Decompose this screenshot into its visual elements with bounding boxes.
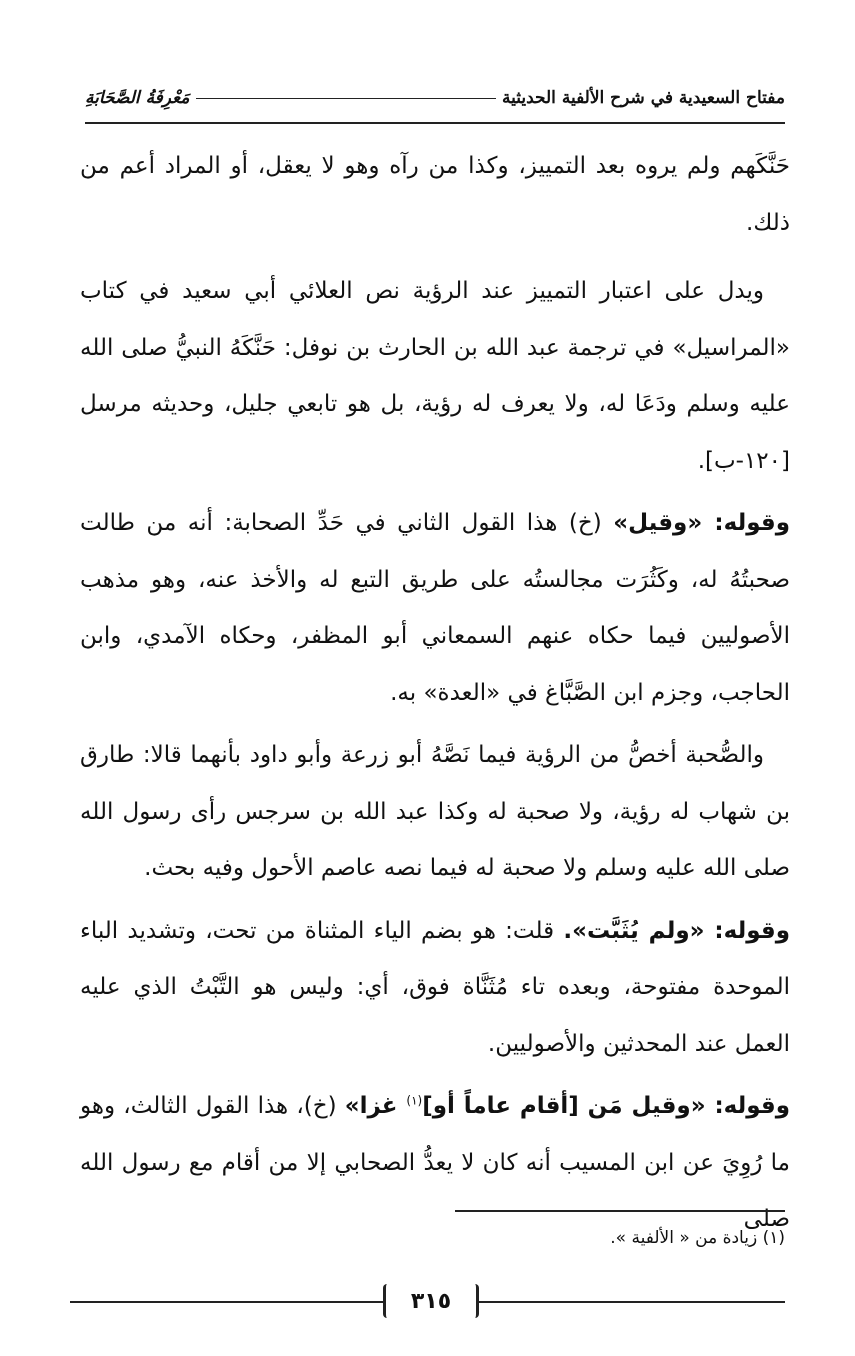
header-rule (196, 98, 497, 99)
paragraph-3-lead: وقوله: «وقيل» (613, 510, 790, 536)
header-divider (85, 122, 785, 124)
paragraph-6-text: (خ)، هذا القول الثالث، وهو ما رُوِيَ عن ابن المسيب أنه كان لا يعدُّ الصحابي إلا من أقام مع رسول الله صلى (80, 1093, 790, 1232)
footnote-divider (455, 1210, 785, 1212)
paragraph-1: حَنَّكَهم ولم يروه بعد التمييز، وكذا من رآه وهو لا يعقل، أو المراد أعم من ذلك. (80, 153, 790, 236)
chapter-title: مَعْرِفَةُ الصَّحَابَةِ (85, 88, 190, 108)
paragraph-2: ويدل على اعتبار التمييز عند الرؤية نص العلائي أبي سعيد في كتاب «المراسيل» في ترجمة عبد الله بن الحارث بن نوفل: حَنَّكَهُ النبيُّ صلى الله عليه وسلم ودَعَا له، ولا يعرف له رؤية، بل هو تابعي جليل، وحديثه مرسل [١٢٠-ب]. (80, 278, 790, 474)
main-text (80, 138, 790, 1254)
paragraph-5 (80, 903, 790, 1073)
book-title: مفتاح السعيدية في شرح الألفية الحديثية (502, 88, 785, 108)
paragraph-6-lead-a: وقوله: «وقيل مَن [أقام عاماً أو] (422, 1093, 791, 1119)
paragraph-3-text: (خ) هذا القول الثاني في حَدِّ الصحابة: أنه من طالت صحبتُهُ له، وكَثُرَت مجالستُه على طريق التبع له والأخذ عنه، وهو مذهب الأصوليين فيما حكاه عنهم السمعاني أبو المظفر، وحكاه الآمدي، وابن الحاجب، وجزم ابن الصَّبَّاغ في «العدة» به. (80, 510, 790, 706)
paragraph-3 (80, 495, 790, 721)
running-header (85, 78, 785, 118)
paragraph-6 (80, 1078, 790, 1248)
paragraph-6-lead-b: غزا» (344, 1093, 407, 1119)
paragraph-5-text: قلت: هو بضم الياء المثناة من تحت، وتشديد الباء الموحدة مفتوحة، وبعده تاء مُثَنَّاة فوق، أي: وليس هو التَّبْتُ الذي عليه العمل عند المحدثين والأصوليين. (80, 917, 790, 1057)
footnote: (١) زيادة من « الألفية ». (610, 1228, 785, 1248)
paragraph-4: والصُّحبة أخصُّ من الرؤية فيما نَصَّهُ أبو زرعة وأبو داود بأنهما قالا: طارق بن شهاب له رؤية، ولا صحبة له وكذا عبد الله بن سرجس رأى رسول الله صلى الله عليه وسلم ولا صحبة له فيما نصه عاصم الأحول وفيه بحث. (80, 742, 790, 881)
footnote-reference[interactable]: (١) (406, 1093, 423, 1108)
page-number: ٣١٥ (383, 1284, 479, 1318)
paragraph-5-lead: وقوله: «ولم يُثَبَّت». (563, 917, 790, 944)
